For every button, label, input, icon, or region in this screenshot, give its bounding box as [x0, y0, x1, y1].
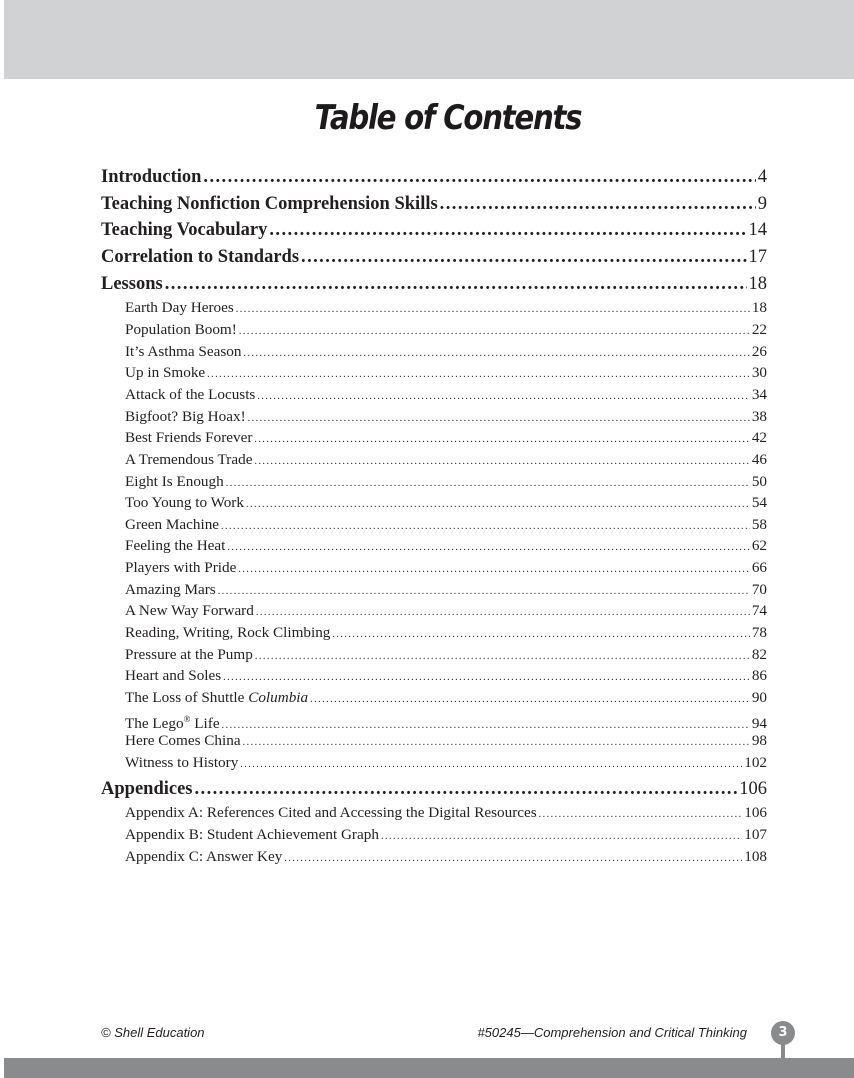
toc-entry-page-number: 94: [751, 714, 767, 732]
dot-leader: [218, 579, 750, 603]
toc-entry-label-text: Bigfoot? Big Hoax!: [125, 407, 246, 425]
toc-lesson-entry: [101, 802, 767, 824]
toc-entry-page-number: 106: [739, 778, 767, 799]
dot-leader: [255, 644, 750, 668]
toc-section-entry: [101, 271, 767, 298]
toc-lesson-entry: [101, 824, 767, 846]
toc-lesson-entry: [101, 709, 767, 731]
toc-section-entry: [101, 191, 767, 218]
toc-entry-page-number: 106: [744, 804, 767, 822]
toc-entry-label-text: Introduction: [101, 167, 202, 187]
toc-entry-label-text: Appendices: [101, 778, 193, 799]
toc-entry-page-number: 58: [751, 515, 767, 533]
table-of-contents: [101, 164, 767, 867]
toc-entry-label-text: Earth Day Heroes: [125, 299, 234, 317]
toc-entry-page-number: 78: [751, 624, 767, 642]
page-title: Table of Contents: [314, 98, 582, 138]
dot-leader: [238, 557, 749, 581]
toc-lesson-entry: [101, 622, 767, 644]
toc-entry-page-number: 30: [751, 364, 767, 382]
toc-entry-page-number: 107: [744, 825, 767, 843]
dot-leader: [246, 492, 750, 516]
dot-leader: [195, 776, 738, 803]
toc-entry-label: [125, 644, 253, 666]
toc-entry-label: [125, 579, 216, 601]
header-band: [4, 0, 854, 79]
dot-leader: [256, 600, 750, 624]
toc-lesson-entry: [101, 557, 767, 579]
toc-entry-label-text: A New Way Forward: [125, 602, 254, 620]
dot-leader: [539, 802, 743, 826]
toc-section-entry: [101, 244, 767, 271]
dot-leader: [332, 622, 749, 646]
toc-entry-label: [125, 362, 205, 384]
dot-leader: [165, 271, 747, 298]
toc-entry-page-number: 74: [751, 602, 767, 620]
toc-entry-label-text: Population Boom!: [125, 321, 237, 339]
toc-entry-page-number: 82: [751, 645, 767, 663]
toc-entry-page-number: 9: [757, 193, 767, 214]
toc-entry-label: [101, 217, 267, 244]
toc-entry-label: [101, 271, 163, 298]
toc-entry-page-number: 108: [744, 847, 767, 865]
dot-leader: [269, 217, 746, 244]
toc-lesson-entry: [101, 579, 767, 601]
dot-leader: [226, 471, 750, 495]
dot-leader: [310, 687, 750, 711]
toc-entry-label: [125, 471, 224, 493]
toc-entry-page-number: 38: [751, 407, 767, 425]
toc-entry-page-number: 22: [751, 321, 767, 339]
dot-leader: [243, 730, 750, 754]
toc-lesson-entry: [101, 362, 767, 384]
toc-entry-label: [125, 449, 252, 471]
toc-entry-label: [125, 687, 308, 709]
toc-entry-label-text: Green Machine: [125, 515, 220, 533]
toc-lesson-entry: [101, 535, 767, 557]
toc-entry-label-text: Best Friends Forever: [125, 429, 253, 447]
toc-entry-label-text: A Tremendous Trade: [125, 450, 253, 468]
dot-leader: [207, 362, 750, 386]
toc-entry-page-number: 34: [751, 386, 767, 403]
toc-entry-label: [125, 824, 379, 846]
toc-entry-label-italic: Columbia: [248, 688, 309, 706]
toc-entry-label: [125, 427, 252, 449]
toc-entry-label-text: Attack of the Locusts: [125, 386, 256, 403]
toc-entry-page-number: 70: [751, 580, 767, 598]
toc-entry-label-text: Teaching Nonfiction Comprehension Skills: [101, 193, 438, 214]
toc-lesson-entry: [101, 427, 767, 449]
toc-entry-label-text: Feeling the Heat: [125, 537, 226, 555]
footer-copyright: © Shell Education: [101, 1025, 205, 1040]
toc-entry-page-number: 18: [751, 299, 767, 317]
toc-entry-label: [125, 752, 238, 774]
toc-lesson-entry: [101, 514, 767, 536]
toc-entry-label-text: Witness to History: [125, 753, 239, 771]
toc-entry-label: [125, 341, 241, 363]
footer-book-title: #50245—Comprehension and Critical Thinking: [477, 1025, 747, 1040]
toc-entry-label-text: Too Young to Work: [125, 494, 244, 512]
dot-leader: [257, 384, 749, 408]
toc-entry-label-text: Teaching Vocabulary: [101, 220, 268, 241]
toc-entry-label: [125, 600, 254, 622]
dot-leader: [248, 406, 750, 430]
dot-leader: [243, 341, 749, 365]
toc-entry-label: [125, 514, 219, 536]
toc-entry-page-number: 4: [757, 167, 767, 187]
toc-entry-page-number: 54: [751, 494, 767, 512]
toc-entry-label: [101, 164, 201, 191]
dot-leader: [239, 319, 750, 343]
toc-entry-label-text: Appendix C: Answer Key: [125, 847, 283, 865]
toc-entry-label: [125, 319, 237, 341]
toc-entry-page-number: 90: [751, 688, 767, 706]
toc-lesson-entry: [101, 341, 767, 363]
toc-entry-label-text: The Lego: [125, 714, 184, 732]
toc-entry-label: [125, 622, 330, 644]
toc-entry-label: [125, 384, 255, 406]
toc-entry-label: [125, 665, 221, 687]
toc-lesson-entry: [101, 384, 767, 406]
toc-entry-page-number: 14: [748, 220, 767, 241]
toc-entry-label-text: Amazing Mars: [125, 580, 216, 598]
page-number-badge: 3: [771, 1021, 795, 1045]
toc-entry-label-text: Pressure at the Pump: [125, 645, 253, 663]
toc-entry-page-number: 42: [751, 429, 767, 447]
toc-entry-page-number: 86: [751, 667, 767, 685]
toc-lesson-entry: [101, 449, 767, 471]
toc-lesson-entry: [101, 846, 767, 868]
toc-entry-label-text: Up in Smoke: [125, 364, 206, 382]
toc-lesson-entry: [101, 406, 767, 428]
toc-entry-label-text: Here Comes China: [125, 732, 241, 750]
registered-mark: ®: [183, 713, 191, 724]
toc-entry-label: [125, 557, 236, 579]
toc-entry-label-text: Players with Pride: [125, 559, 237, 577]
dot-leader: [284, 846, 742, 870]
toc-entry-label-text: Appendix A: References Cited and Accessing the Digital Resources: [125, 804, 537, 822]
toc-entry-label-text: Heart and Soles: [125, 667, 222, 685]
toc-entry-label-text: Eight Is Enough: [125, 472, 224, 490]
toc-entry-page-number: 98: [751, 732, 767, 750]
toc-entry-page-number: 62: [751, 537, 767, 555]
toc-entry-label: [101, 776, 193, 803]
toc-entry-page-number: 102: [744, 753, 767, 771]
toc-entry-label: [125, 535, 225, 557]
toc-entry-label: [125, 492, 244, 514]
toc-lesson-entry: [101, 687, 767, 709]
toc-lesson-entry: [101, 471, 767, 493]
toc-entry-label: [101, 191, 438, 218]
toc-lesson-entry: [101, 319, 767, 341]
toc-entry-page-number: 17: [748, 247, 767, 268]
toc-lesson-entry: [101, 665, 767, 687]
toc-entry-label-text: The Loss of Shuttle: [125, 688, 249, 706]
toc-entry-label-text: Correlation to Standards: [101, 247, 300, 268]
toc-entry-label-suffix: Life: [190, 714, 220, 732]
dot-leader: [221, 514, 750, 538]
toc-entry-label: [125, 406, 246, 428]
toc-entry-page-number: 26: [751, 342, 767, 360]
toc-lesson-entry: [101, 644, 767, 666]
toc-entry-label-text: Lessons: [101, 273, 163, 294]
toc-entry-page-number: 18: [748, 273, 767, 294]
toc-section-entry: [101, 776, 767, 803]
toc-entry-label: [125, 297, 234, 319]
toc-entry-page-number: 50: [751, 472, 767, 490]
toc-entry-label: [125, 730, 241, 752]
toc-entry-page-number: 46: [751, 450, 767, 468]
toc-lesson-entry: [101, 600, 767, 622]
toc-section-entry: [101, 164, 767, 191]
toc-lesson-entry: [101, 730, 767, 752]
toc-entry-label-text: Appendix B: Student Achievement Graph: [125, 825, 379, 843]
dot-leader: [301, 244, 746, 271]
dot-leader: [440, 191, 756, 218]
toc-entry-page-number: 66: [751, 559, 767, 577]
toc-entry-label-text: Reading, Writing, Rock Climbing: [125, 624, 331, 642]
toc-lesson-entry: [101, 752, 767, 774]
toc-entry-label: [125, 846, 282, 868]
dot-leader: [236, 297, 750, 321]
toc-lesson-entry: [101, 297, 767, 319]
dot-leader: [254, 427, 749, 451]
footer-band: [4, 1058, 854, 1078]
dot-leader: [223, 665, 750, 689]
dot-leader: [203, 164, 755, 191]
dot-leader: [227, 535, 749, 559]
dot-leader: [240, 752, 742, 776]
toc-entry-label: [125, 802, 537, 824]
toc-entry-label-text: It’s Asthma Season: [125, 342, 242, 360]
toc-lesson-entry: [101, 492, 767, 514]
toc-entry-label: [101, 244, 299, 271]
dot-leader: [381, 824, 742, 848]
toc-section-entry: [101, 217, 767, 244]
dot-leader: [254, 449, 749, 473]
